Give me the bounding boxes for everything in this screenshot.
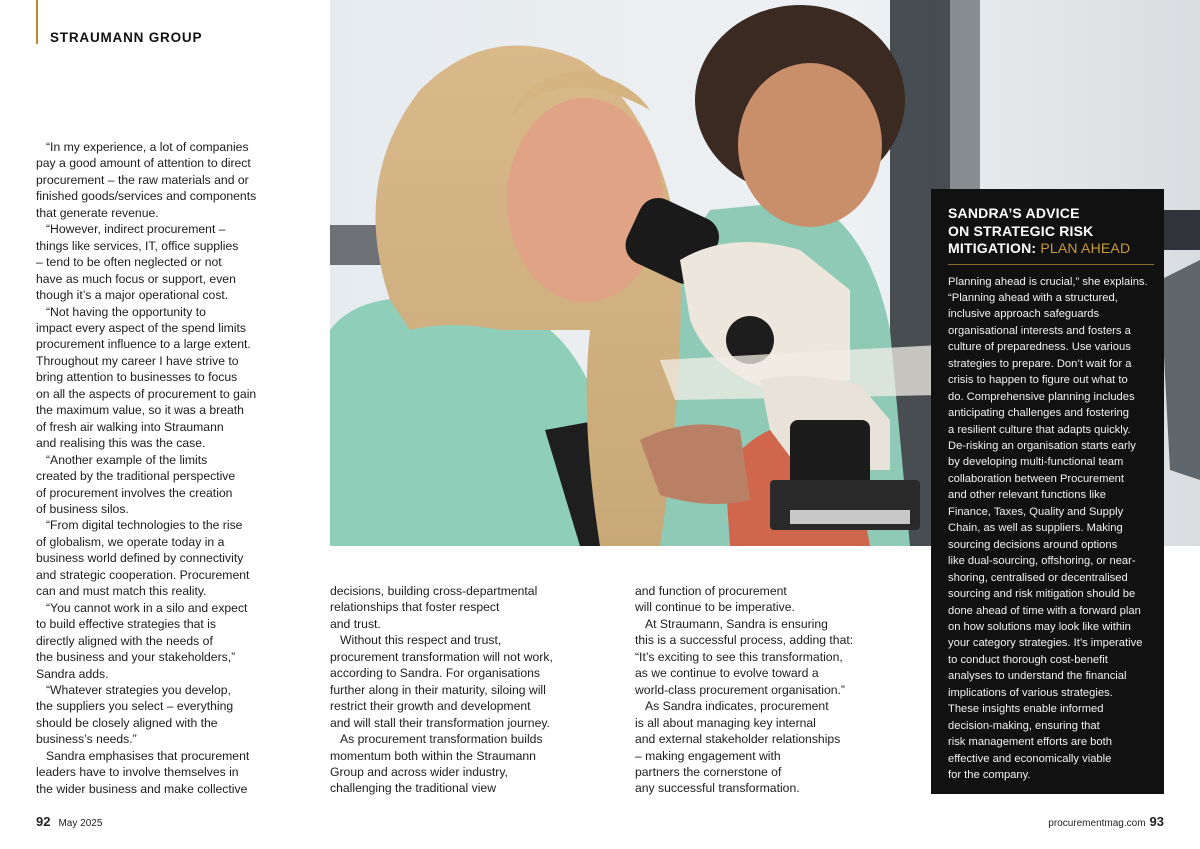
sidebar-title: [948, 205, 1154, 258]
paragraph: “Whatever strategies you develop, the suppliers you select – everything should be closely aligned with the business’s needs.”: [36, 682, 234, 747]
sidebar-title-accent: PLAN AHEAD: [1040, 240, 1131, 256]
paragraph: As procurement transformation builds momentum both within the Straumann Group and across wider industry, challenging the traditional view: [330, 732, 543, 796]
paragraph: Without this respect and trust, procurement transformation will not work, according to Sandra. For organisations further along in their maturity, siloing will restrict their growth and development and will stall their transformation journey.: [330, 633, 553, 730]
paragraph: and function of procurement will continue to be imperative.: [635, 584, 795, 615]
advice-sidebar: [931, 189, 1164, 794]
paragraph: At Straumann, Sandra is ensuring this is a successful process, adding that: “It’s exciting to see this transformation, as we continue to evolve toward a world-class procurement organisation.”: [635, 616, 854, 697]
footer-left: [36, 814, 102, 829]
page-number-left: 92: [36, 814, 51, 829]
issue-date: May 2025: [58, 818, 103, 829]
paragraph: As Sandra indicates, procurement is all about managing key internal and external stakeholder relationships – making engagement with partners the cornerstone of any successful transformation.: [635, 699, 841, 796]
brand-title: STRAUMANN GROUP: [50, 30, 203, 45]
paragraph: “However, indirect procurement – things like services, IT, office supplies – tend to be often neglected or not have as much focus or support, even though it’s a major operational cost.: [36, 222, 239, 303]
footer-right: [1048, 814, 1164, 829]
paragraph: decisions, building cross-departmental relationships that foster respect and trust.: [330, 584, 538, 631]
paragraph: “From digital technologies to the rise of globalism, we operate today in a business world defined by connectivity and strategic cooperation. Procurement can and must match this reality.: [36, 518, 250, 599]
article-column-1: [36, 139, 276, 797]
sidebar-body: Planning ahead is crucial,” she explains. “Planning ahead with a structured, inclusive approach safeguards organisational interests and fosters a culture of preparedness. Use various strategies to prepare. Don’t wait for a crisis to happen to figure out what to do. Comprehensive planning includes anticipating challenges and fostering a resilient culture that adapts quickly. De-risking an organisation starts early by developing multi-functional team collaboration between Procurement and other relevant functions like Finance, Taxes, Quality and Supply Chain, as well as suppliers. Making sourcing decisions around options like dual-sourcing, offshoring, or near- shoring, centralised or decentralised sourcing and risk mitigation should be done ahead of time with a forward plan on how solutions may look like within your category strategies. It’s imperative to conduct thorough cost-benefit analyses to understand the financial implications of various strategies. These insights enable informed decision-making, ensuring that risk management efforts are both effective and economically viable for the company.: [948, 275, 1148, 782]
header-accent-rule: [36, 0, 38, 44]
sidebar-title-line: [948, 240, 1154, 258]
sidebar-title-line-3: MITIGATION:: [948, 240, 1041, 256]
article-column-2: [330, 583, 580, 797]
article-column-3: [635, 583, 875, 797]
sidebar-title-line: ON STRATEGIC RISK: [948, 222, 1094, 239]
site-url: procurementmag.com: [1048, 818, 1146, 829]
paragraph: “Another example of the limits created by the traditional perspective of procurement involves the creation of business silos.: [36, 452, 236, 516]
paragraph: “In my experience, a lot of companies pay a good amount of attention to direct procurement – the raw materials and or finished goods/services and components that generate revenue.: [36, 140, 257, 220]
paragraph: Sandra emphasises that procurement leaders have to involve themselves in the wider business and make collective: [36, 748, 250, 796]
sidebar-title-line: SANDRA’S ADVICE: [948, 205, 1080, 221]
paragraph: “You cannot work in a silo and expect to build effective strategies that is directly aligned with the needs of the business and your stakeholders,” Sandra adds.: [36, 600, 248, 681]
sidebar-divider: [948, 264, 1154, 265]
page-number-right: 93: [1149, 814, 1164, 829]
paragraph: “Not having the opportunity to impact every aspect of the spend limits procurement influence to a large extent. Throughout my career I have strive to bring attention to businesses to focus on all the aspects of procurement to gain the maximum value, so it was a breath of fresh air walking into Straumann and realising this was the case.: [36, 304, 257, 451]
